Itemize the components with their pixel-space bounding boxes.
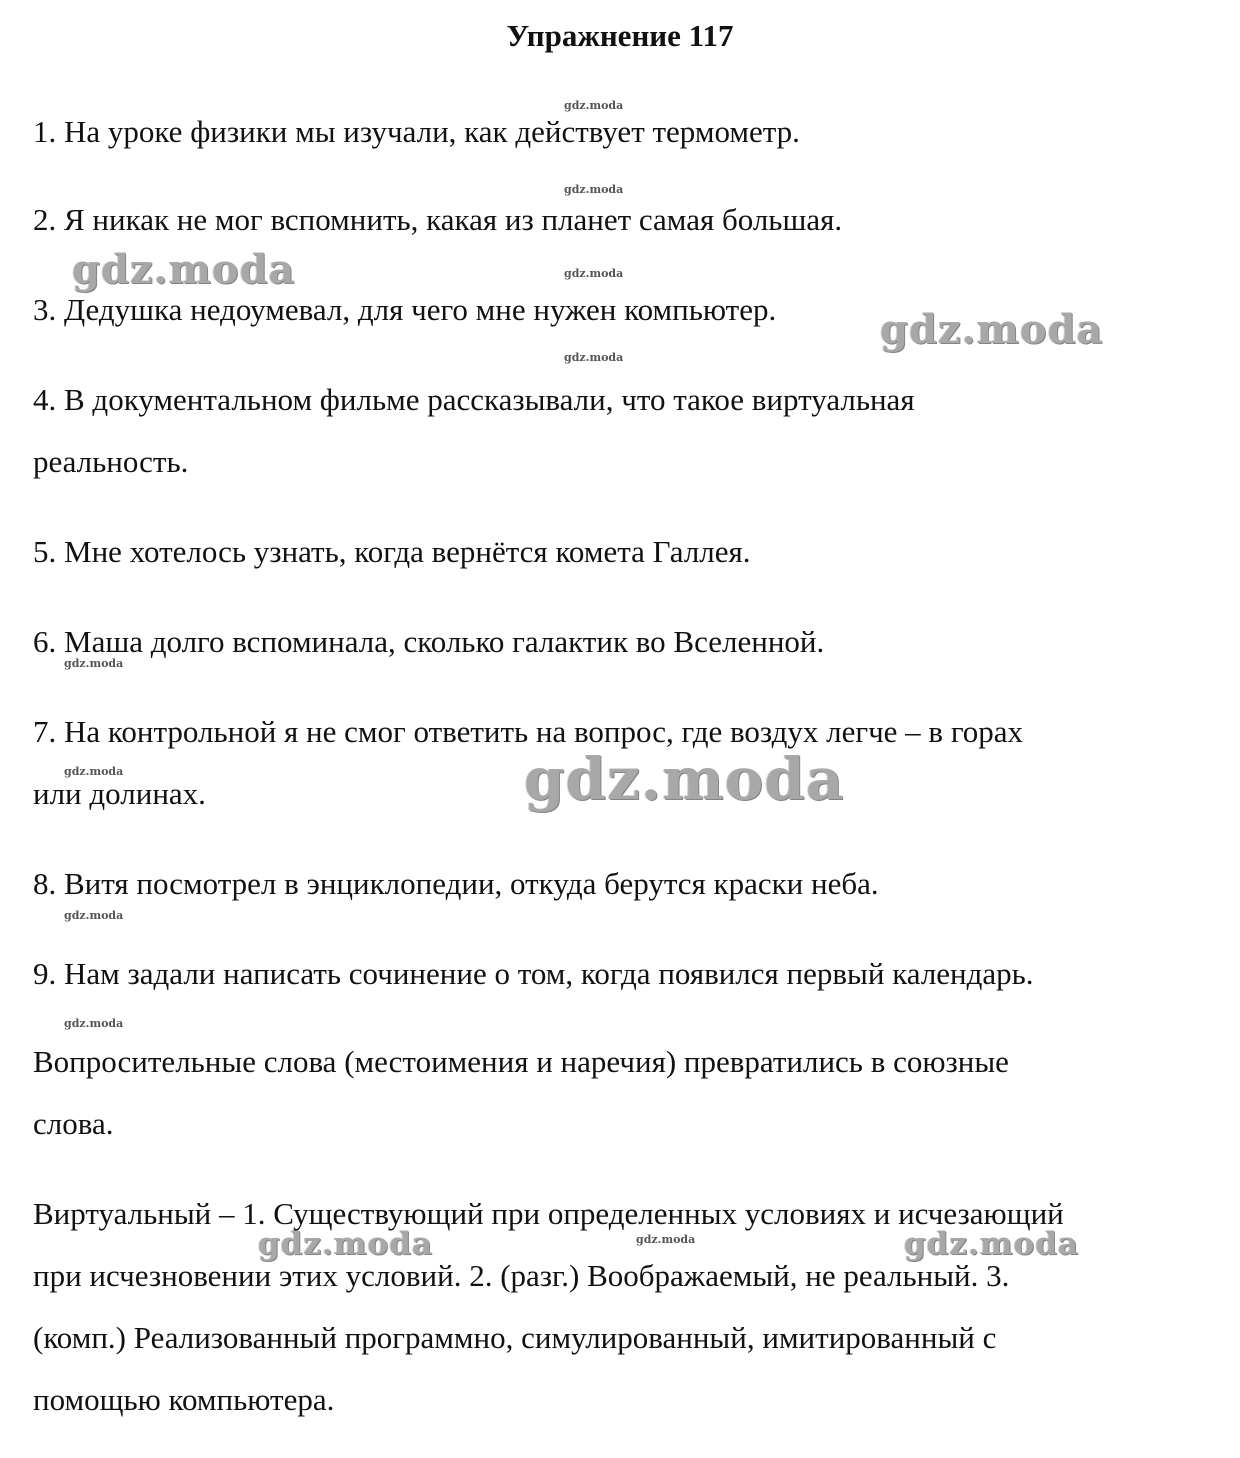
definition-line-1: Виртуальный – 1. Существующий при определенных условиях и исчезающий: [33, 1196, 1064, 1231]
sentence-7: 7. На контрольной я не смог ответить на вопрос, где воздух легче – в горах: [33, 714, 1024, 749]
watermark-small: gdz.moda: [64, 657, 124, 670]
definition-line-2: при исчезновении этих условий. 2. (разг.) Воображаемый, не реальный. 3.: [33, 1258, 1010, 1293]
definition-line-3: (комп.) Реализованный программно, симулированный, имитированный с: [33, 1320, 997, 1355]
page-title: Упражнение 117: [506, 18, 734, 53]
definition-line-4: помощью компьютера.: [33, 1382, 335, 1417]
watermark-small: gdz.moda: [636, 1233, 696, 1246]
sentence-8: 8. Витя посмотрел в энциклопедии, откуда берутся краски неба.: [33, 866, 879, 901]
watermark-small: gdz.moda: [64, 1017, 124, 1030]
sentence-2: 2. Я никак не мог вспомнить, какая из планет самая большая.: [33, 202, 843, 237]
sentence-1: 1. На уроке физики мы изучали, как действует термометр.: [33, 114, 800, 149]
watermark-large: gdz.moda: [72, 246, 296, 293]
sentence-3: 3. Дедушка недоумевал, для чего мне нужен компьютер.: [33, 292, 777, 327]
sentence-7-continuation: или долинах.: [33, 776, 206, 811]
sentence-4-continuation: реальность.: [33, 444, 189, 479]
watermark-small: gdz.moda: [64, 909, 124, 922]
watermark-small: gdz.moda: [64, 765, 124, 778]
watermark-small: gdz.moda: [564, 99, 624, 112]
watermark-medium: gdz.moda: [904, 1226, 1079, 1262]
watermark-large: gdz.moda: [880, 306, 1104, 353]
watermark-medium: gdz.moda: [258, 1226, 433, 1262]
sentence-5: 5. Мне хотелось узнать, когда вернётся комета Галлея.: [33, 534, 751, 569]
sentence-9: 9. Нам задали написать сочинение о том, когда появился первый календарь.: [33, 956, 1034, 991]
explanation-line-2: слова.: [33, 1106, 114, 1141]
watermark-large: gdz.moda: [524, 745, 845, 813]
explanation-line-1: Вопросительные слова (местоимения и наречия) превратились в союзные: [33, 1044, 1009, 1079]
watermark-small: gdz.moda: [564, 267, 624, 280]
sentence-4: 4. В документальном фильме рассказывали, что такое виртуальная: [33, 382, 915, 417]
sentence-6: 6. Маша долго вспоминала, сколько галактик во Вселенной.: [33, 624, 825, 659]
watermark-small: gdz.moda: [564, 351, 624, 364]
watermark-small: gdz.moda: [564, 183, 624, 196]
